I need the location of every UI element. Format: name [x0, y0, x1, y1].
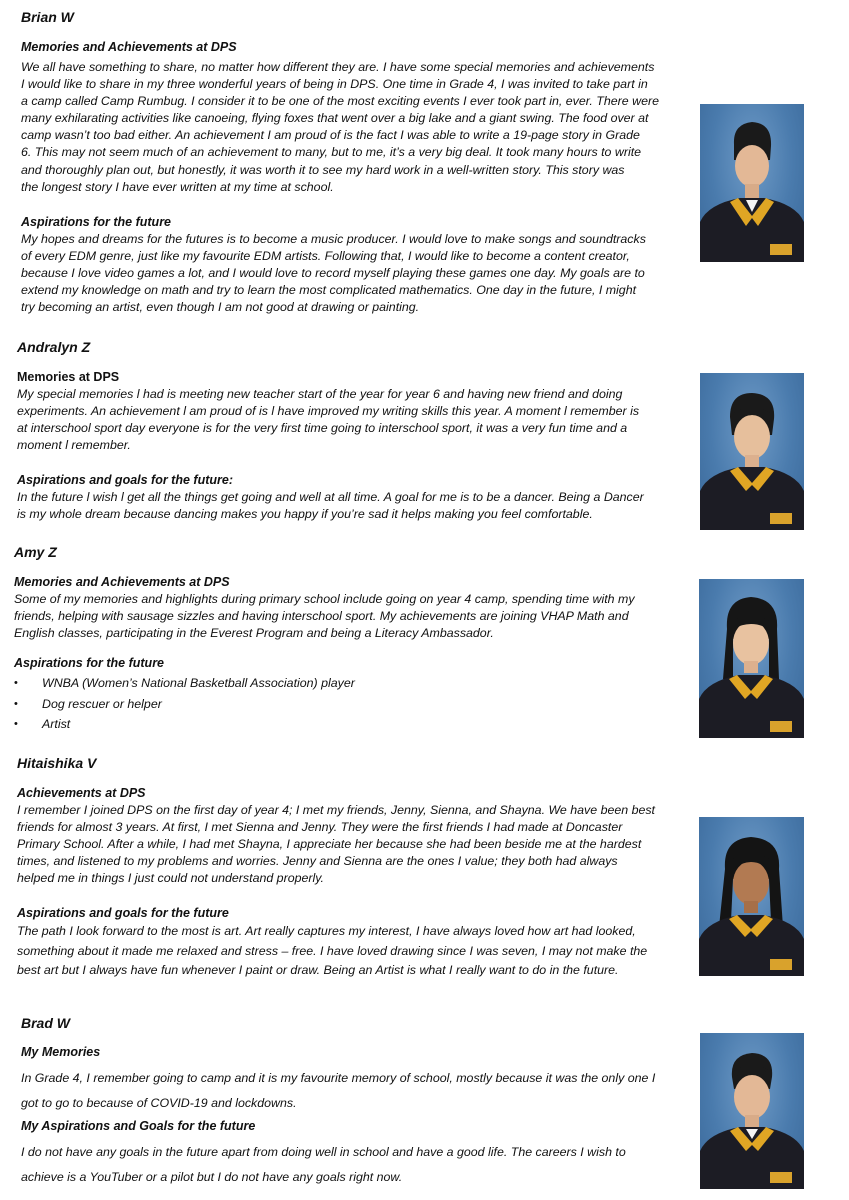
- list-item: • Artist: [14, 714, 355, 735]
- section-text: The path I look forward to the most is art. Art really captures my interest, I have always loved how art had looked, something about it made me relaxed and stress – free. I have loved drawing since I was seven, I may not make the best art but I always have fun whenever I paint or draw. Being an Artist is what I really want to do in the future.: [17, 924, 648, 977]
- student-photo: [700, 373, 804, 530]
- section-heading: Memories at DPS: [17, 370, 120, 384]
- section-heading: Memories and Achievements at DPS: [21, 40, 237, 54]
- student-name: Hitaishika V: [17, 755, 97, 771]
- section-text: Some of my memories and highlights during primary school include going on year 4 camp, spending time with my friends, helping with sausage sizzles and having interschool sport. My achievements are joining VHAP Math and English classes, participating in the Everest Program and being a Literacy Ambassador.: [14, 592, 635, 641]
- student-name: Andralyn Z: [17, 339, 91, 355]
- section-text: My hopes and dreams for the futures is to become a music producer. I would love to make songs and soundtracks of every EDM genre, just like my favourite EDM artists. Following that, I would like to become a content creator, because I love video games a lot, and I would love to record myself playing these games one day. My goals are to extend my knowledge on math and try to learn the most complicated mathematics. One day in the future, I might try becoming an artist, even though I am not good at drawing or painting.: [21, 232, 646, 315]
- list-item: • WNBA (Women’s National Basketball Association) player: [14, 673, 355, 694]
- aspirations-list: [14, 673, 355, 735]
- section-heading: Aspirations for the future: [14, 656, 165, 670]
- section-heading: Aspirations and goals for the future:: [17, 473, 233, 487]
- list-item: • Dog rescuer or helper: [14, 694, 355, 715]
- student-photo: [700, 1033, 804, 1189]
- section-heading: My Memories: [21, 1045, 101, 1059]
- section-text: In the future l wish l get all the things get going and well at all time. A goal for me is to be a dancer. Being a Dancer is my whole dream because dancing makes you happy if you’re sad it helps making you feel comfortable.: [17, 490, 644, 522]
- student-name: Brad W: [21, 1015, 70, 1031]
- student-name: Brian W: [21, 9, 74, 25]
- section-heading: Achievements at DPS: [17, 786, 146, 800]
- student-photo: [700, 104, 804, 262]
- student-name: Amy Z: [14, 544, 57, 560]
- section-heading: Aspirations and goals for the future: [17, 906, 229, 920]
- section-text: We all have something to share, no matter how different they are. I have some special memories and achievements I would like to share in my three wonderful years of being in DPS. One time in Grade 4, I was invited to take part in a camp called Camp Rumbug. I consider it to be one of the most exciting events I ever took part in, ever. There were many exhilarating activities like canoeing, flying foxes that went over a big lake and a giant swing. The food over at camp wasn’t too bad either. An achievement I am proud of is the fact I was able to write a 19-page story in Grade 6. This may not seem much of an achievement to many, but to me, it’s a very big deal. It took many hours to write and thoroughly plan out, but honestly, it was worth it to see my hard work in a well-written story. This story was the longest story I have ever written at my time at school.: [21, 60, 659, 194]
- section-text: I remember I joined DPS on the first day of year 4; I met my friends, Jenny, Sienna, and Shayna. We have been best friends for almost 3 years. At first, I met Sienna and Jenny. They were the first friends I had made at Doncaster Primary School. After a while, I had met Shayna, I appreciate her because she had been beside me at the hardest times, and listened to my problems and worries. Jenny and Sienna are the ones I value; they both had always helped me in things I just could not understand properly.: [17, 803, 655, 886]
- student-photo: [699, 817, 804, 976]
- section-text: I do not have any goals in the future apart from doing well in school and have a good life. The careers I wish to achieve is a YouTuber or a pilot but I do not have any goals right now.: [21, 1145, 626, 1184]
- section-heading: My Aspirations and Goals for the future: [21, 1119, 256, 1133]
- section-text: In Grade 4, I remember going to camp and it is my favourite memory of school, mostly because it was the only one I got to go to because of COVID-19 and lockdowns.: [21, 1071, 656, 1110]
- student-photo: [699, 579, 804, 738]
- section-text: My special memories l had is meeting new teacher start of the year for year 6 and having new friend and doing experiments. An achievement l am proud of is l have improved my writing skills this year. A moment l remember is at interschool sport day everyone is for the very first time going to interschool sport, it was a very fun time and a moment l remember.: [17, 387, 640, 453]
- section-heading: Aspirations for the future: [21, 215, 172, 229]
- section-heading: Memories and Achievements at DPS: [14, 575, 230, 589]
